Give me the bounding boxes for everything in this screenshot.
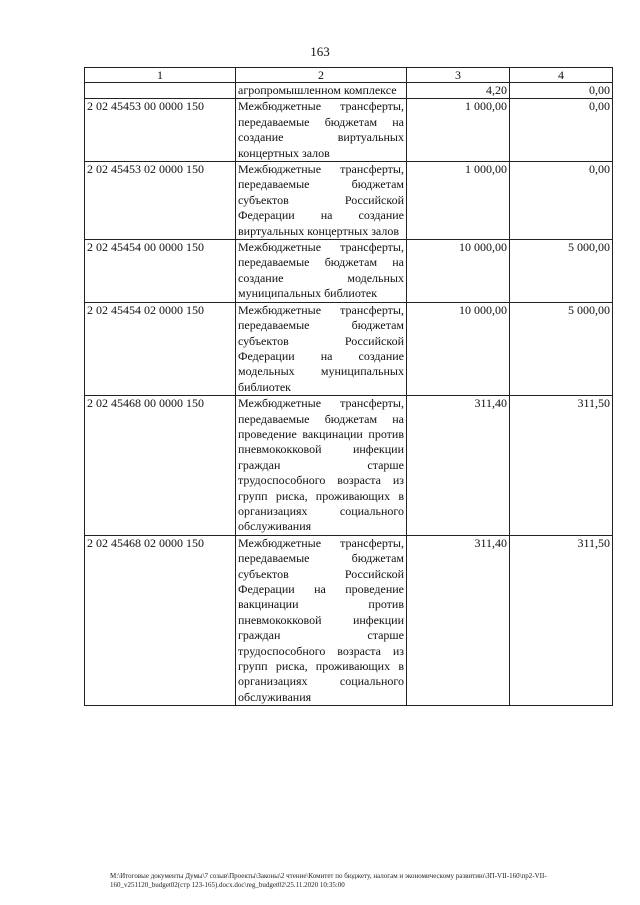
amount-col3: 311,40 — [407, 396, 510, 536]
budget-code: 2 02 45453 02 0000 150 — [85, 162, 236, 240]
table-row — [85, 240, 613, 303]
table-header-row — [85, 68, 613, 83]
amount-col3: 10 000,00 — [407, 302, 510, 395]
budget-description: Межбюджетные трансферты, передаваемые бюджетам субъектов Российской Федерации на проведение вакцинации против пневмококковой инфекции граждан старше трудоспособного возраста из групп риска, проживающих в организациях социального обслуживания — [236, 535, 407, 705]
page-number: 163 — [310, 44, 330, 59]
budget-code: 2 02 45454 02 0000 150 — [85, 302, 236, 395]
budget-code: 2 02 45468 00 0000 150 — [85, 396, 236, 536]
table-row — [85, 396, 613, 536]
amount-col4: 5 000,00 — [510, 240, 613, 303]
amount-col3: 311,40 — [407, 535, 510, 705]
budget-code — [85, 83, 236, 99]
file-path-footer: M:\Итоговые документы Думы\7 созыв\Проекты\Законы\2 чтение\Комитет по бюджету, налогам и экономическому развитию\ЗП-VII-160\пр2-VII-160_v251120_budget02(стр 123-165).docx.doc\reg_budget02\25.11.2020 10:35:00 — [110, 872, 547, 889]
amount-col3: 1 000,00 — [407, 162, 510, 240]
table-row — [85, 162, 613, 240]
budget-description: Межбюджетные трансферты, передаваемые бюджетам на проведение вакцинации против пневмококковой инфекции граждан старше трудоспособного возраста из групп риска, проживающих в организациях социального обслуживания — [236, 396, 407, 536]
amount-col3: 1 000,00 — [407, 99, 510, 162]
amount-col4: 311,50 — [510, 535, 613, 705]
budget-code: 2 02 45454 00 0000 150 — [85, 240, 236, 303]
column-header: 1 — [85, 68, 236, 83]
budget-description: Межбюджетные трансферты, передаваемые бюджетам на создание модельных муниципальных библиотек — [236, 240, 407, 303]
budget-code: 2 02 45468 02 0000 150 — [85, 535, 236, 705]
budget-description: Межбюджетные трансферты, передаваемые бюджетам субъектов Российской Федерации на создание модельных муниципальных библиотек — [236, 302, 407, 395]
column-header: 3 — [407, 68, 510, 83]
budget-table — [84, 67, 613, 706]
amount-col4: 0,00 — [510, 162, 613, 240]
table-row — [85, 302, 613, 395]
table-row — [85, 535, 613, 705]
table-row — [85, 83, 613, 99]
budget-description: Межбюджетные трансферты, передаваемые бюджетам на создание виртуальных концертных залов — [236, 99, 407, 162]
amount-col3: 4,20 — [407, 83, 510, 99]
amount-col3: 10 000,00 — [407, 240, 510, 303]
amount-col4: 311,50 — [510, 396, 613, 536]
table-row — [85, 99, 613, 162]
budget-description: агропромышленном комплексе — [236, 83, 407, 99]
column-header: 4 — [510, 68, 613, 83]
budget-code: 2 02 45453 00 0000 150 — [85, 99, 236, 162]
amount-col4: 5 000,00 — [510, 302, 613, 395]
budget-description: Межбюджетные трансферты, передаваемые бюджетам субъектов Российской Федерации на создание виртуальных концертных залов — [236, 162, 407, 240]
amount-col4: 0,00 — [510, 83, 613, 99]
amount-col4: 0,00 — [510, 99, 613, 162]
column-header: 2 — [236, 68, 407, 83]
